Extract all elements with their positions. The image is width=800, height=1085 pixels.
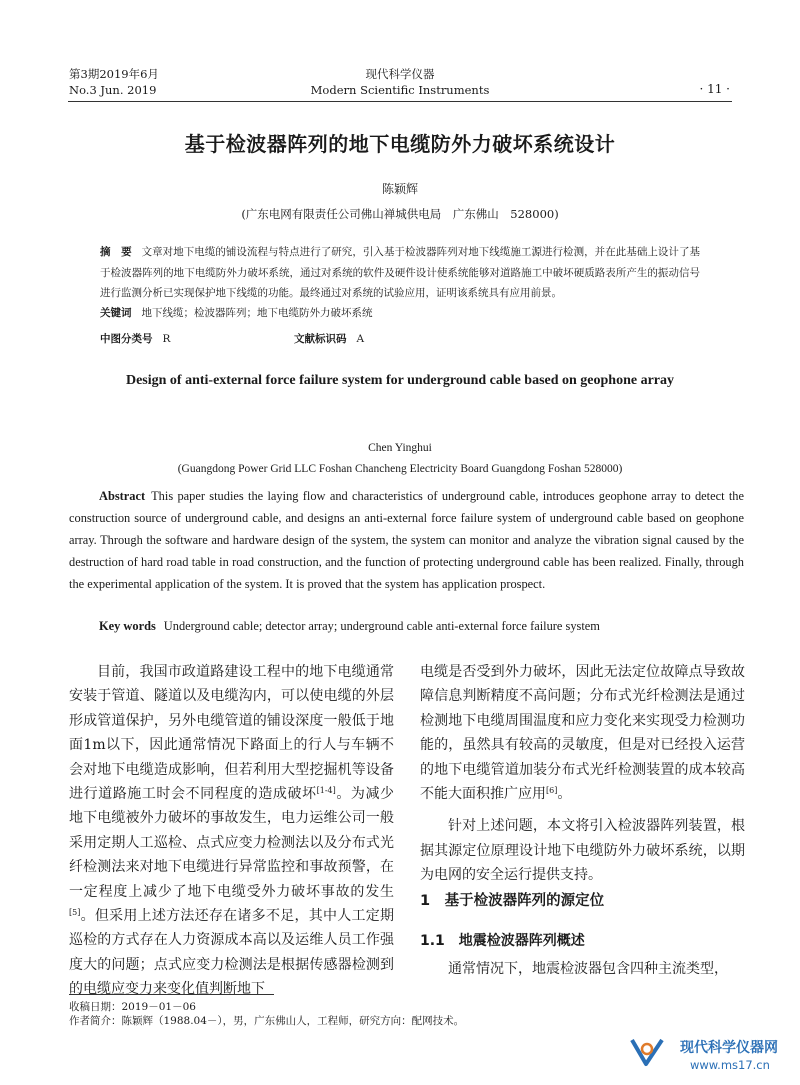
- keywords-en: [99, 619, 600, 634]
- body-text: 目前，我国市政道路建设工程中的地下电缆通常安装于管道、隧道以及电缆沟内，可以使电缆的外层形成管道保护，另外电缆管道的铺设深度一般低于地面1m以下，因此通常情况下路面上的行人与车辆不会对地下电缆造成影响，但若利用大型挖掘机等设备进行道路施工时会不同程度的造成破坏: [69, 664, 394, 803]
- keywords-cn-label: 关键词: [100, 307, 132, 319]
- affiliation-en: (Guangdong Power Grid LLC Foshan Chancheng Electricity Board Guangdong Foshan 528000): [177, 463, 623, 475]
- document-code: [294, 331, 364, 346]
- affiliation-cn: (广东电网有限责任公司佛山禅城供电局 广东佛山 528000): [241, 207, 559, 221]
- abstract-en: [69, 485, 744, 595]
- keywords-en-text: Underground cable; detector array; underground cable anti-external force failure system: [163, 619, 600, 633]
- issue-cn: 第3期2019年6月: [69, 67, 159, 81]
- author-bio: 作者简介：陈颖辉（1988.04－），男，广东佛山人，工程师，研究方向：配网技术。: [69, 1015, 465, 1027]
- journal-name: [0, 66, 800, 98]
- abstract-en-label: Abstract: [99, 489, 146, 503]
- journal-name-cn: 现代科学仪器: [365, 67, 435, 81]
- body-text: 。但采用上述方法还存在诸多不足，其中人工定期巡检的方式存在人力资源成本高以及运维人员工作强度大的问题；点式应变力检测法是根据传感器检测到的电缆应变力来变化值判断地下: [69, 908, 394, 998]
- keywords-cn: [100, 305, 373, 320]
- body-paragraph: 针对上述问题，本文将引入检波器阵列装置，根据其源定位原理设计地下电缆防外力破坏系统，以期为电网的安全运行提供支持。: [420, 818, 745, 884]
- body-column-left: [69, 660, 394, 1002]
- header-divider: [68, 101, 732, 102]
- watermark-site-name: 现代科学仪器网: [680, 1040, 778, 1056]
- citation: [6]: [546, 786, 558, 796]
- doc-code-value: A: [356, 333, 365, 345]
- body-paragraph: 通常情况下，地震检波器包含四种主流类型，: [448, 961, 728, 977]
- abstract-cn-text: 文章对地下电缆的铺设流程与特点进行了研究，引入基于检波器阵列对地下线缆施工源进行检测，并在此基础上设计了基于检波器阵列的地下电缆防外力破坏系统，通过对系统的软件及硬件设计使系统能够对道路施工中破坏硬质路表所产生的振动信号进行监测分析已实现保护地下线缆的功能。最终通过对系统的试验应用，证明该系统具有应用前景。: [100, 246, 700, 299]
- section-heading-1-1: 1.1 地震检波器阵列概述: [420, 933, 585, 949]
- body-text: 。为减少地下电缆被外力破坏的事故发生，电力运维公司一般采用定期人工巡检、点式应变力检测法以及分布式光纤检测法来对地下电缆进行异常监控和事故预警，在一定程度上减少了地下电缆受外力破坏事故的发生: [69, 786, 395, 900]
- body-text: 。: [557, 786, 572, 803]
- footnote-divider: [69, 994, 274, 995]
- watermark-logo-icon: [628, 1036, 666, 1068]
- author-cn: 陈颖辉: [381, 182, 418, 196]
- keywords-en-label: Key words: [99, 619, 156, 633]
- paper-title-cn: 基于检波器阵列的地下电缆防外力破坏系统设计: [184, 132, 616, 156]
- author-en: Chen Yinghui: [368, 442, 432, 454]
- keywords-cn-text: 地下线缆；检波器阵列；地下电缆防外力破坏系统: [141, 307, 373, 319]
- clc-label: 中图分类号: [100, 333, 153, 345]
- citation: [5]: [69, 908, 81, 918]
- clc-number: [100, 331, 170, 346]
- received-date: 收稿日期：2019－01－06: [69, 1001, 196, 1013]
- paper-title-en: Design of anti-external force failure system for underground cable based on geophone array: [125, 373, 675, 388]
- body-column-right: [420, 660, 745, 888]
- page-number: · 11 ·: [699, 82, 730, 96]
- abstract-en-text: This paper studies the laying flow and characteristics of underground cable, introduces geophone array to detect the construction source of underground cable, and designs an anti-external force failure system of underground cable based on geophone array. Through the software and hardware design of the system, the system can monitor and analyze the vibration signal caused by the destruction of hard road table in road construction, and the function of protecting underground cable has been realized. Finally, through the experimental application of the system. It is proved that the system has application prospect.: [69, 489, 744, 591]
- footnote: [69, 1000, 729, 1028]
- body-text: 电缆是否受到外力破坏，因此无法定位故障点导致故障信息判断精度不高问题；分布式光纤检测法是通过检测地下电缆周围温度和应力变化来实现受力检测功能的，虽然具有较高的灵敏度，但是对已经投入运营的地下电缆管道加装分布式光纤检测装置的成本较高不能大面积推广应用: [420, 664, 745, 803]
- issue-en: No.3 Jun. 2019: [69, 83, 157, 97]
- doc-code-label: 文献标识码: [294, 333, 347, 345]
- watermark-url: www.ms17.cn: [690, 1058, 770, 1072]
- journal-name-en: Modern Scientific Instruments: [310, 83, 490, 97]
- abstract-cn-label: 摘 要: [100, 246, 132, 258]
- section-heading-1: 1 基于检波器阵列的源定位: [420, 893, 605, 909]
- citation: [1-4]: [316, 786, 336, 796]
- body-paragraph: [69, 660, 394, 1002]
- clc-value: R: [162, 333, 171, 345]
- body-paragraph: [420, 660, 745, 806]
- abstract-cn: [100, 242, 700, 304]
